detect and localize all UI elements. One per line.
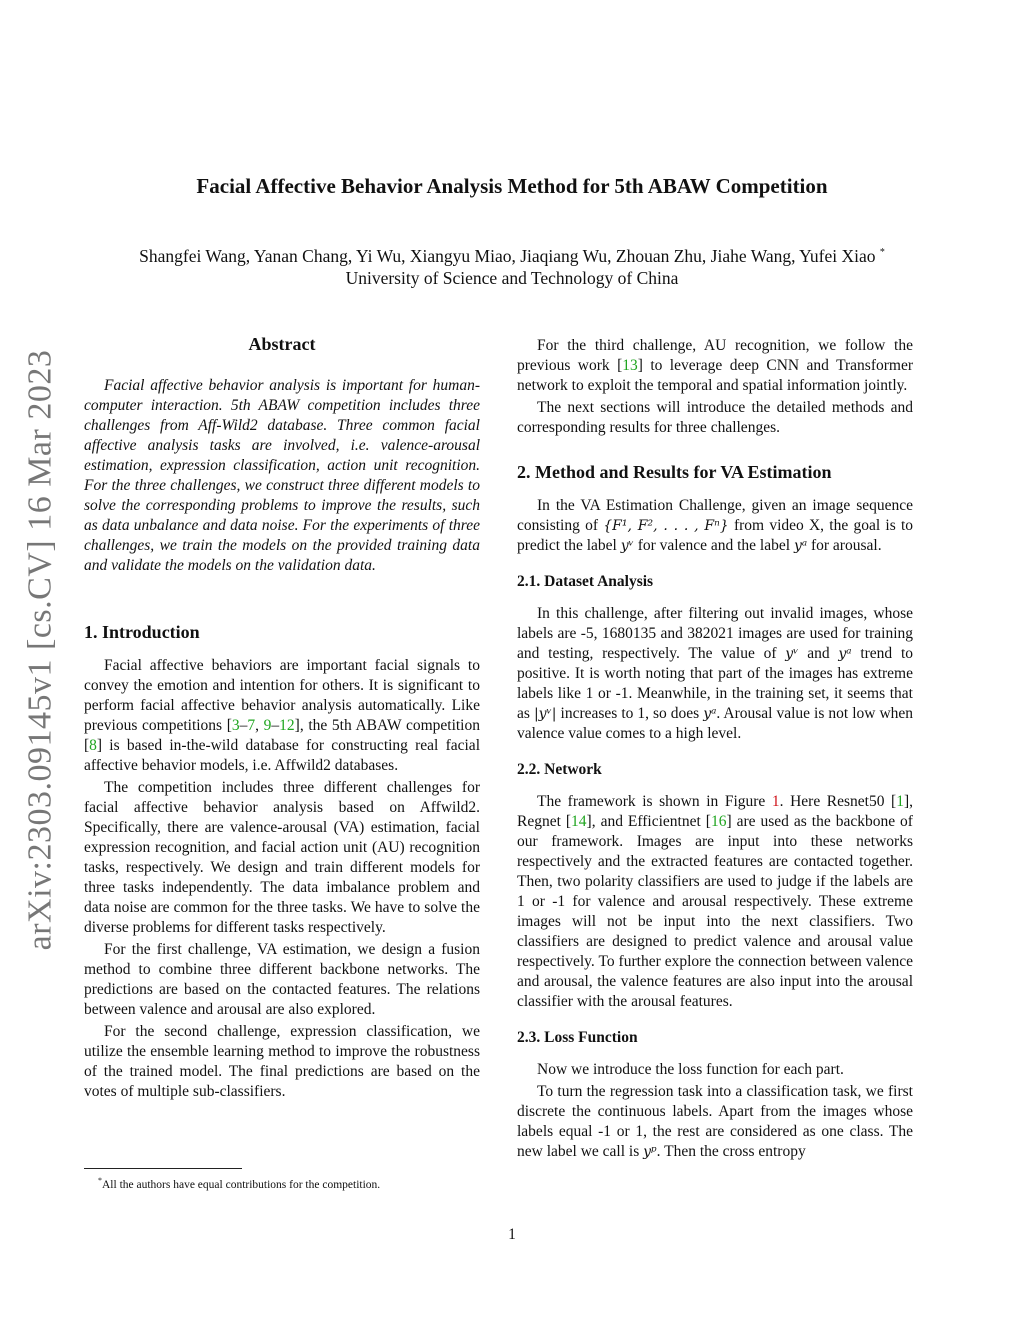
loss-paragraph-1: Now we introduce the loss function for each part. (537, 1061, 844, 1078)
math-sequence: {F¹, F², . . . , Fⁿ} (603, 518, 729, 534)
author-names: Shangfei Wang, Yanan Chang, Yi Wu, Xiangyu Miao, Jiaqiang Wu, Zhouan Zhu, Jiahe Wang, Yufei Xiao (139, 245, 876, 266)
citation-link[interactable]: 8 (89, 737, 97, 754)
intro-paragraph-1: Facial affective behaviors are important facial signals to convey the emotion and intention for others. It is significant to perform facial affective behavior analysis automatically. Like previous competitions [3–7, 9–12], the 5th ABAW competition [8] is based in-the-wild database for constructing real facial affective behavior models, i.e. Affwild2 databases. (84, 657, 480, 774)
citation-link[interactable]: 12 (279, 717, 295, 734)
subsection-heading-network: 2.2. Network (517, 761, 602, 778)
subsection-heading-dataset-analysis: 2.1. Dataset Analysis (517, 573, 654, 590)
page-number: 1 (508, 1226, 516, 1243)
arxiv-identifier-stamp (5, 350, 75, 950)
author-line (0, 242, 1024, 267)
paper-title: Facial Affective Behavior Analysis Method for 5th ABAW Competition (196, 174, 828, 198)
abstract-heading: Abstract (248, 334, 316, 354)
arxiv-identifier-text: arXiv:2303.09145v1 [cs.CV] 16 Mar 2023 (21, 349, 59, 951)
intro-paragraph-4: For the second challenge, expression classification, we utilize the ensemble learning method to improve the robustness of the trained model. The final predictions are based on the votes of multiple sub-classifiers. (84, 1023, 480, 1100)
loss-paragraph-2: To turn the regression task into a classification task, we first discrete the continuous labels. Apart from the images whose labels equal -1 or 1, the rest are considered as one class. The new label we call is yᵖ. Then the cross entropy (517, 1083, 913, 1160)
math-yp: yᵖ (643, 1144, 657, 1160)
math-yv: yᵛ (620, 538, 634, 554)
footnote (84, 1168, 480, 1192)
network-paragraph: The framework is shown in Figure 1. Here Resnet50 [1], Regnet [14], and Efficientnet [16] are used as the backbone of our framework. Images are input into these networks respectively and the extracted features are contacted together. Then, two polarity classifiers are used to judge if the labels are 1 or -1 for valence and arousal respectively. These extreme images will not be input into the next classifiers. Two classifiers are designed to predict valence and arousal value respectively. To further explore the connection between valence and arousal, the valence features are also input into the arousal classifier with the arousal features. (517, 793, 913, 1010)
citation-link[interactable]: 3 (231, 717, 240, 734)
intro-paragraph-3: For the first challenge, VA estimation, we design a fusion method to combine three different backbone networks. The predictions are based on the contacted features. The relations between valence and arousal are also explored. (84, 941, 480, 1018)
math-ya: yᵃ (793, 538, 808, 554)
left-column (84, 334, 480, 1102)
footnote-rule (84, 1168, 242, 1169)
intro-paragraph-6: The next sections will introduce the detailed methods and corresponding results for three challenges. (517, 399, 913, 436)
va-paragraph-1: In the VA Estimation Challenge, given an image sequence consisting of {F¹, F², . . . , Fⁿ} from video X, the goal is to predict the label yᵛ for valence and the label yᵃ for arousal. (517, 497, 914, 554)
right-column (517, 336, 913, 1162)
subsection-heading-loss-function: 2.3. Loss Function (517, 1029, 638, 1046)
author-block (0, 242, 1024, 289)
intro-paragraph-5: For the third challenge, AU recognition, we follow the previous work [13] to leverage deep CNN and Transformer network to exploit the temporal and spatial information jointly. (517, 337, 913, 394)
affiliation: University of Science and Technology of China (345, 267, 679, 288)
footnote-mark: * (98, 1176, 102, 1185)
citation-link[interactable]: 1 (896, 793, 904, 810)
abstract-text: Facial affective behavior analysis is important for human-computer interaction. 5th ABAW competition includes three challenges from Aff-Wild2 database. Three common facial affective analysis tasks are involved, i.e. valence-arousal estimation, expression classification, action unit recognition. For the three challenges, we construct three different models to solve the corresponding problems to improve the results, such as data unbalance and data noise. For the experiments of three challenges, we train the models on the provided training data and validate the models on the validation data. (84, 377, 480, 574)
citation-link[interactable]: 9 (263, 717, 272, 734)
section-heading-va-estimation: 2. Method and Results for VA Estimation (517, 462, 832, 482)
author-footnote-mark: * (879, 247, 885, 258)
math-abs-yv: |yᵛ| (533, 706, 557, 722)
math-yv: yᵛ (785, 646, 799, 662)
citation-link[interactable]: 16 (710, 813, 727, 830)
section-heading-introduction: 1. Introduction (84, 622, 200, 642)
dataset-paragraph: In this challenge, after filtering out invalid images, whose labels are -5, 1680135 and 382021 images are used for training and testing, respectively. The value of yᵛ and yᵃ trend to positive. It is worth noting that part of the images has extreme labels like 1 or -1. Meanwhile, in the training set, it seems that as |yᵛ| increases to 1, so does yᵃ. Arousal value is not low when valence value comes to a high level. (517, 605, 914, 742)
math-ya: yᵃ (703, 706, 717, 722)
figure-reference-link[interactable]: 1 (771, 793, 780, 810)
citation-link[interactable]: 7 (247, 717, 256, 734)
intro-paragraph-2: The competition includes three different challenges for facial affective behavior analysis based on Affwild2. Specifically, there are valence-arousal (VA) estimation, facial expression recognition, and facial action unit (AU) recognition tasks, respectively. We design and train different models for three tasks independently. The data imbalance problem and data noise are common for the three tasks. We have to solve the diverse problems for different tasks respectively. (84, 779, 480, 936)
citation-link[interactable]: 13 (622, 357, 638, 374)
footnote-text: *All the authors have equal contributions for the competition. (98, 1176, 381, 1191)
math-ya: yᵃ (838, 646, 852, 662)
citation-link[interactable]: 14 (571, 813, 587, 830)
